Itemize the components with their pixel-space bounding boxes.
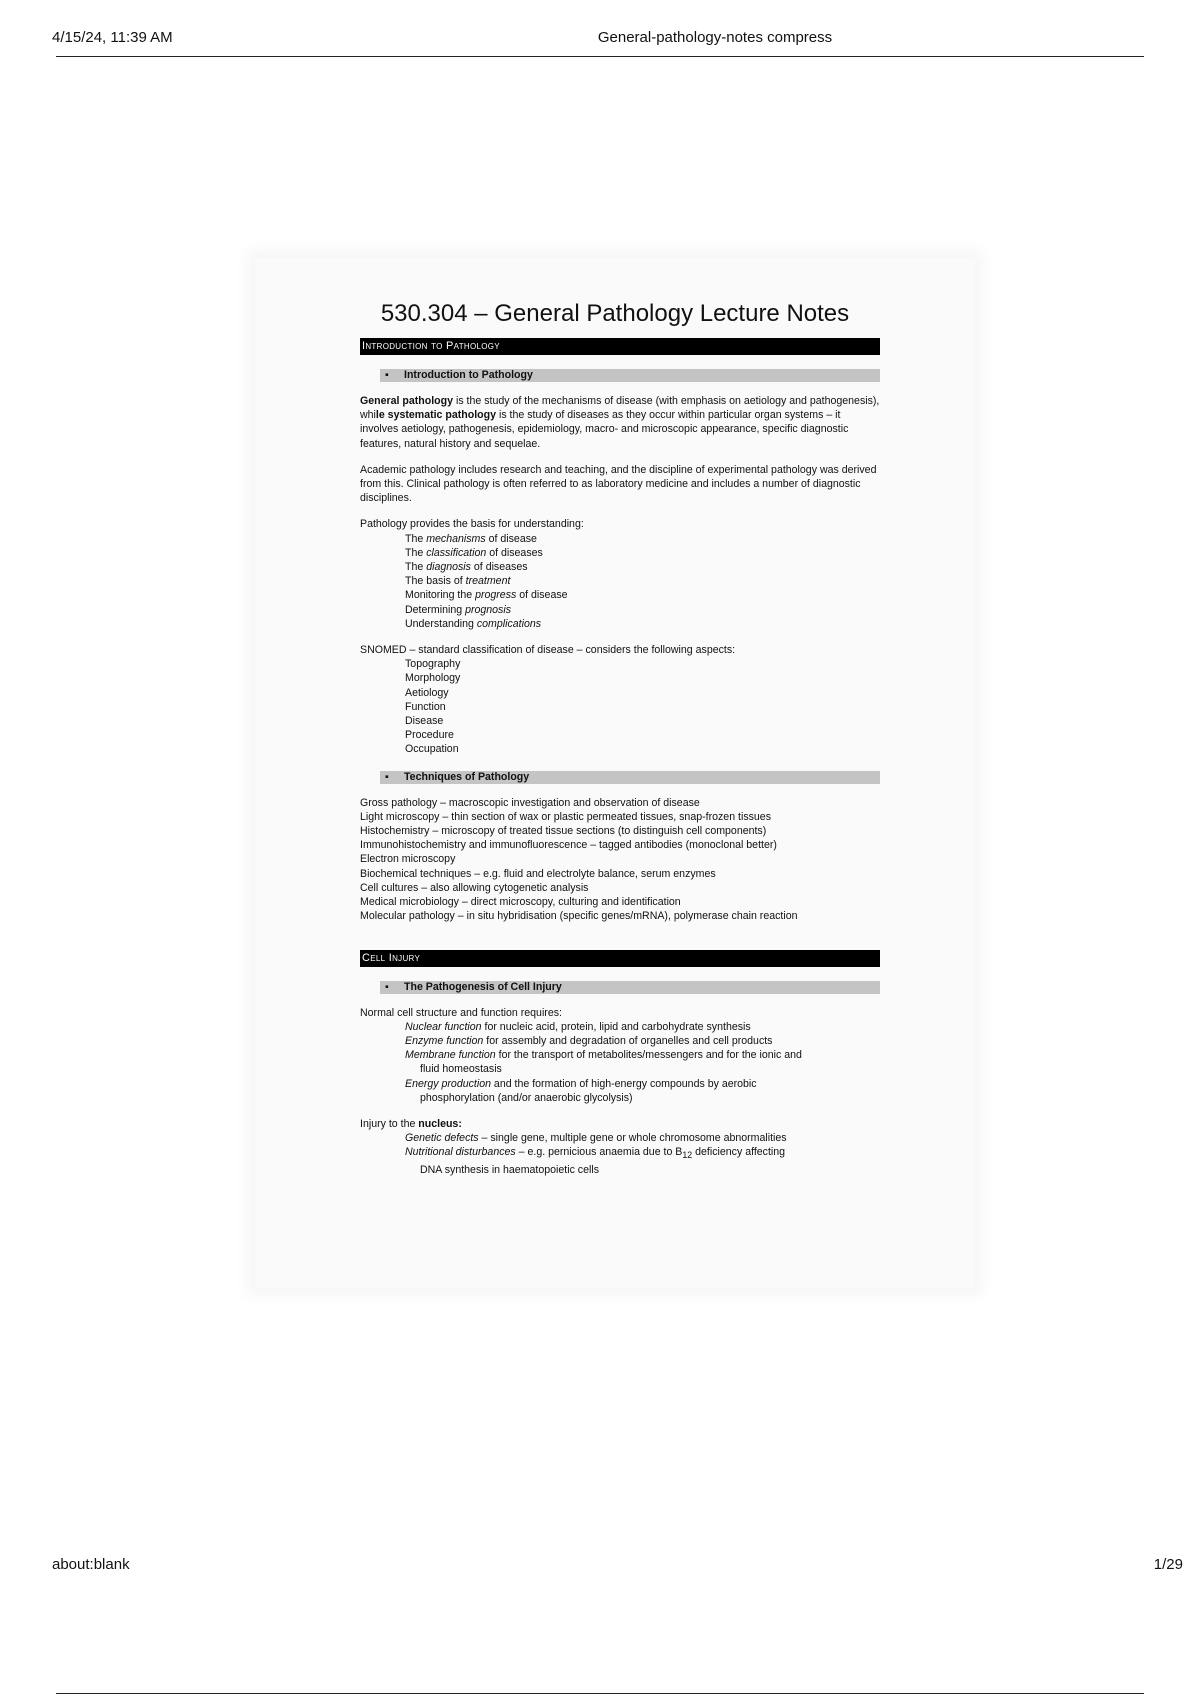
list-item: The mechanisms of disease [405,532,537,545]
list-item: Gross pathology – macroscopic investigation and observation of disease [360,796,700,809]
list-item: The basis of treatment [405,575,511,588]
list-item: Membrane function for the transport of metabolites/messengers and for the ionic and fluid homeostasis [405,1049,802,1076]
normal-function-list [360,1020,880,1105]
list-item: Nutritional disturbances – e.g. pernicious anaemia due to $B_{12}$ deficiency affecting DNA synthesis in haematopoietic cells [405,1146,786,1176]
list-item: Topography [405,658,461,671]
techniques-list [360,796,880,924]
subsection-heading-techniques: ▪ Techniques of Pathology [380,771,880,784]
basis-intro: Pathology provides the basis for understanding: [360,518,584,531]
header-rule [56,56,1144,57]
list-item: Biochemical techniques – e.g. fluid and electrolyte balance, serum enzymes [360,867,716,880]
bullet-icon: ▪ [385,369,389,381]
list-item: Understanding complications [405,617,542,630]
list-item: Function [405,700,446,713]
list-item: Molecular pathology – in situ hybridisation (specific genes/mRNA), polymerase chain reaction [360,910,798,923]
list-item: Monitoring the progress of disease [405,589,568,602]
list-item: The classification of diseases [405,546,543,559]
list-item: Cell cultures – also allowing cytogenetic analysis [360,881,589,894]
list-item: Nuclear function for nucleic acid, protein, lipid and carbohydrate synthesis [405,1020,751,1033]
bullet-icon: ▪ [385,980,389,993]
section-heading-introduction: Introduction to Pathology [360,338,880,355]
print-header-datetime: 4/15/24, 11:39 AM [52,29,173,46]
subsection-heading-introduction: ▪ Introduction to Pathology [380,369,880,382]
list-item: Medical microbiology – direct microscopy, culturing and identification [360,896,681,909]
list-item: Procedure [405,729,454,742]
basis-list [360,532,880,631]
list-item: Light microscopy – thin section of wax or plastic permeated tissues, snap-frozen tissues [360,810,771,823]
snomed-list [360,657,880,756]
print-header-title: General-pathology-notes compress [597,29,833,46]
list-item: Immunohistochemistry and immunofluorescence – tagged antibodies (monoclonal better) [360,839,777,852]
paragraph-academic-pathology: Academic pathology includes research and teaching, and the discipline of experimental pathology was derived from this. Clinical pathology is often referred to as laboratory medicine and includes a number of diagnostic disciplines. [360,463,877,505]
nucleus-injury-list [360,1131,880,1177]
section-heading-cell-injury: Cell Injury [360,950,880,967]
document-page [255,258,975,1288]
footer-rule [56,1693,1144,1694]
list-item: Electron microscopy [360,853,456,866]
print-footer-url: about:blank [52,1556,130,1573]
list-item: Enzyme function for assembly and degradation of organelles and cell products [405,1034,773,1047]
print-footer-page-number: 1/29 [1153,1556,1183,1573]
list-item: Occupation [405,743,459,756]
document-content [360,258,880,1189]
bullet-icon: ▪ [385,770,389,783]
list-item: Aetiology [405,686,449,699]
subsection-heading-pathogenesis: ▪ The Pathogenesis of Cell Injury [380,981,880,994]
paragraph-general-pathology: General pathology is the study of the mechanisms of disease (with emphasis on aetiology and pathogenesis), while systematic pathology is the study of diseases as they occur within particular organ systems – it involves aetiology, pathogenesis, epidemiology, macro- and microscopic appearance, specific diagnostic features, natural history and sequelae. [360,395,880,450]
list-item: Determining prognosis [405,603,511,616]
snomed-intro: SNOMED – standard classification of disease – considers the following aspects: [360,644,736,657]
list-item: Genetic defects – single gene, multiple gene or whole chromosome abnormalities [405,1132,787,1145]
list-item: Histochemistry – microscopy of treated tissue sections (to distinguish cell components) [360,825,767,838]
document-title: 530.304 – General Pathology Lecture Notes [380,300,850,327]
list-item: Disease [405,715,444,728]
nucleus-injury-intro: Injury to the nucleus: [360,1117,462,1130]
list-item: Morphology [405,672,461,685]
list-item: Energy production and the formation of high-energy compounds by aerobic phosphorylation (and/or anaerobic glycolysis) [405,1077,757,1104]
list-item: The diagnosis of diseases [405,561,528,574]
normal-function-intro: Normal cell structure and function requires: [360,1006,562,1019]
